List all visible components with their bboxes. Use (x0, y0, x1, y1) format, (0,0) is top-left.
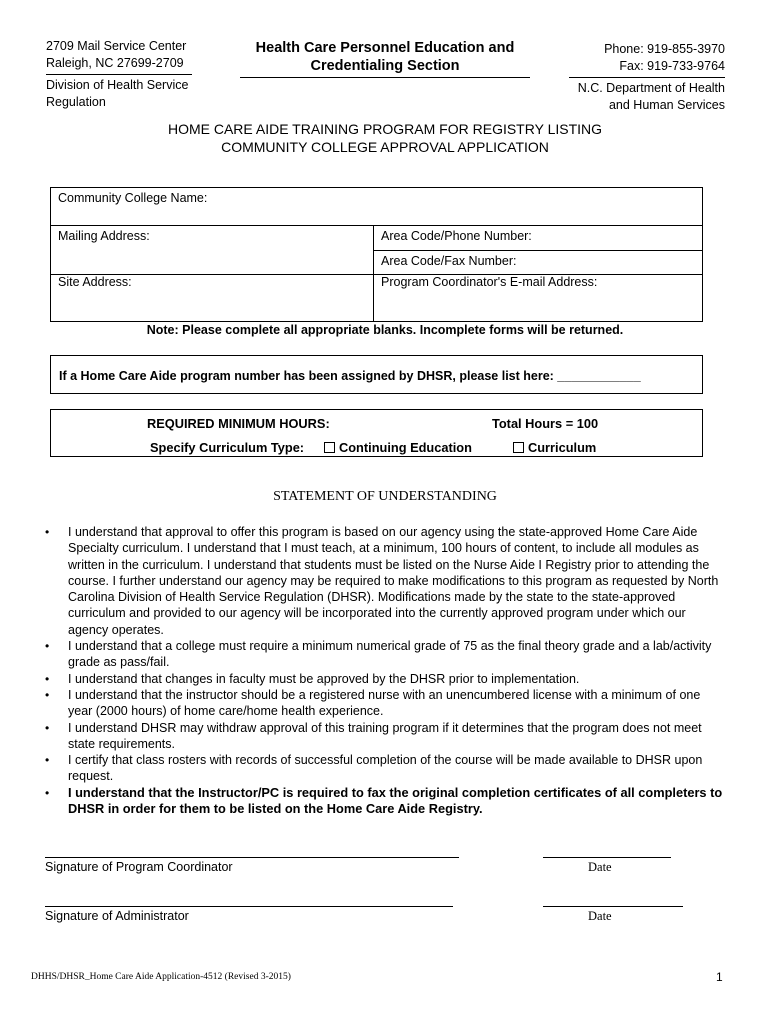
coordinator-signature-line[interactable] (45, 857, 459, 858)
header-left-rule (46, 74, 192, 75)
document-title (0, 120, 770, 156)
header-right-rule (569, 77, 725, 78)
total-hours-label: Total Hours = 100 (492, 416, 599, 431)
list-item-text: I understand that changes in faculty must be approved by the DHSR prior to implementation. (68, 671, 580, 686)
list-item-text: I understand that the instructor should be a registered nurse with an unencumbered license with a minimum of one year (2000 hours) of home care/home health experience. (68, 687, 701, 719)
coordinator-signature-label: Signature of Program Coordinator (45, 860, 233, 874)
continuing-education-option[interactable] (324, 440, 472, 455)
email-label: Program Coordinator's E-mail Address: (381, 275, 598, 289)
list-item-text: I understand that approval to offer this program is based on our agency using the state-approved Home Care Aide Specialty curriculum. I understand that I must teach, at a minimum, 100 hours of content, to include all modules as written in the curriculum. I understand that students must be listed on the Nurse Aide I Registry prior to attending the course. I further understand our agency may be required to make modifications to this program as requested by North Carolina Division of Health Service Regulation (DHSR). Modifications made by the state to the state-approved curriculum and provided to our agency will be incorporated into the currently approved program under which our agency operates. (68, 525, 719, 637)
list-item (45, 638, 725, 671)
curriculum-label: Curriculum (528, 440, 597, 455)
title-line2: COMMUNITY COLLEGE APPROVAL APPLICATION (221, 139, 549, 155)
continuing-education-checkbox[interactable] (324, 442, 335, 453)
site-address-label: Site Address: (58, 275, 132, 289)
bullet-icon: • (45, 639, 50, 654)
city-state-zip: Raleigh, NC 27699-2709 (46, 56, 184, 70)
page-number: 1 (716, 970, 723, 984)
mailing-address-cell[interactable] (50, 225, 374, 275)
college-name-label: Community College Name: (58, 191, 208, 205)
required-hours-label: REQUIRED MINIMUM HOURS: (147, 416, 330, 431)
list-item (45, 524, 725, 638)
bullet-icon: • (45, 720, 50, 735)
form-identifier: DHHS/DHSR_Home Care Aide Application-4512 (Revised 3-2015) (31, 972, 291, 982)
bullet-icon: • (45, 671, 50, 686)
list-item (45, 720, 725, 753)
header-right-block (569, 41, 725, 114)
curriculum-type-label: Specify Curriculum Type: (150, 440, 305, 455)
administrator-date-label: Date (588, 909, 612, 923)
phone-cell[interactable] (373, 225, 703, 251)
list-item (45, 785, 725, 818)
header-center-block (240, 39, 530, 78)
administrator-date-line[interactable] (543, 906, 683, 907)
completion-note: Note: Please complete all appropriate blanks. Incomplete forms will be returned. (146, 323, 624, 337)
site-address-cell[interactable] (50, 274, 374, 322)
email-cell[interactable] (373, 274, 703, 322)
curriculum-checkbox[interactable] (513, 442, 524, 453)
department-name-line1: N.C. Department of Health (577, 81, 725, 95)
fax-cell[interactable] (373, 250, 703, 275)
program-number-prompt: If a Home Care Aide program number has been assigned by DHSR, please list here: ____________ (59, 369, 641, 383)
college-name-cell[interactable] (50, 187, 703, 226)
college-info-table (50, 187, 703, 322)
bullet-icon: • (45, 753, 50, 768)
mail-service-address: 2709 Mail Service Center (46, 39, 187, 53)
division-name-line1: Division of Health Service (46, 78, 189, 92)
fax-number: Fax: 919-733-9764 (619, 59, 725, 73)
bullet-icon: • (45, 687, 50, 702)
list-item-text: I understand DHSR may withdraw approval of this training program if it determines that the program does not meet state requirements. (68, 720, 702, 751)
fax-label: Area Code/Fax Number: (381, 254, 517, 268)
statement-list (45, 524, 725, 817)
list-item-text: I understand that a college must require a minimum numerical grade of 75 as the final theory grade and a lab/activity grade as pass/fail. (68, 639, 712, 670)
curriculum-option[interactable] (513, 440, 596, 455)
phone-label: Area Code/Phone Number: (381, 229, 532, 243)
coordinator-date-label: Date (588, 860, 612, 874)
header-left-block (46, 38, 192, 111)
hours-box (50, 409, 703, 457)
administrator-signature-label: Signature of Administrator (45, 909, 189, 923)
mailing-address-label: Mailing Address: (58, 229, 150, 243)
program-number-box[interactable] (50, 355, 703, 394)
bullet-icon: • (45, 785, 50, 800)
division-name-line2: Regulation (46, 95, 106, 109)
administrator-signature-line[interactable] (45, 906, 453, 907)
list-item (45, 687, 725, 720)
phone-number: Phone: 919-855-3970 (604, 42, 725, 56)
list-item (45, 752, 725, 785)
continuing-education-label: Continuing Education (339, 440, 472, 455)
section-title-line1: Health Care Personnel Education and (255, 40, 515, 56)
bullet-icon: • (45, 525, 50, 539)
list-item-text: I certify that class rosters with records of successful completion of the course will be made available to DHSR upon request. (68, 753, 703, 784)
list-item-text: I understand that the Instructor/PC is required to fax the original completion certificates of all completers to DHSR in order for them to be listed on the Home Care Aide Registry. (68, 784, 723, 817)
coordinator-date-line[interactable] (543, 857, 671, 858)
header-center-rule (240, 77, 530, 78)
section-title-line2: Credentialing Section (310, 58, 460, 74)
list-item (45, 671, 725, 687)
title-line1: HOME CARE AIDE TRAINING PROGRAM FOR REGISTRY LISTING (167, 121, 603, 137)
department-name-line2: and Human Services (608, 98, 725, 112)
statement-heading: STATEMENT OF UNDERSTANDING (273, 489, 497, 504)
